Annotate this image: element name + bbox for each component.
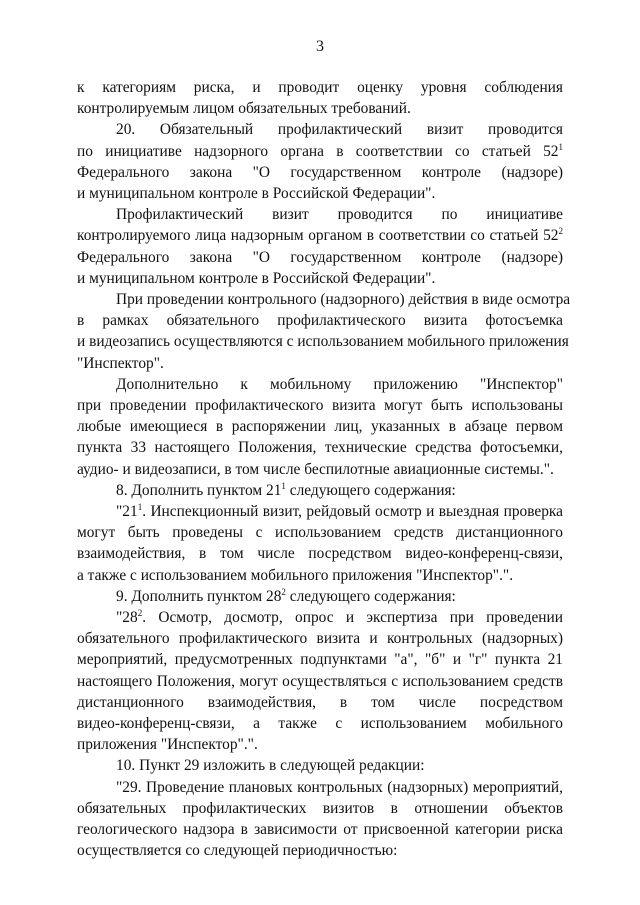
text-line (77, 438, 563, 458)
text-line-tail: следующего содержания: (285, 587, 456, 605)
text-line (116, 290, 571, 310)
text-line-main: в рамках обязательного профилактического визита фотосъемка (77, 312, 563, 330)
text-line-main: а также с использованием мобильного приложения "Инспектор".". (77, 566, 514, 584)
text-line (77, 629, 563, 649)
text-line-main: и муниципальном контроле в Российской Федерации". (77, 269, 436, 287)
text-line-main: 8. Дополнить пунктом 21 (116, 481, 282, 499)
text-line-main: и муниципальном контроле в Российской Федерации". (77, 185, 436, 202)
text-line-main: настоящего Положения, могут осуществляться с использованием средств (77, 672, 563, 690)
superscript-index: 2 (137, 608, 143, 618)
text-line (77, 99, 563, 119)
text-line (77, 693, 563, 713)
text-line-main: пункта 33 настоящего Положения, технические средства фотосъемки, (77, 439, 563, 457)
text-line (116, 502, 563, 522)
text-line (116, 608, 563, 628)
text-line (77, 184, 563, 204)
text-line (77, 269, 563, 289)
text-line-main: Профилактический визит проводится по инициативе (116, 206, 563, 224)
text-line-main: приложения "Инспектор".". (77, 736, 258, 754)
text-line-main: "29. Проведение плановых контрольных (надзорных) мероприятий, (116, 778, 563, 796)
text-line (116, 375, 563, 395)
text-line (77, 714, 563, 734)
text-line-main: 9. Дополнить пунктом 28 (116, 587, 282, 605)
text-line (77, 311, 563, 331)
text-line-main: Дополнительно к мобильному приложению "Инспектор" (116, 375, 563, 393)
superscript-index: 1 (281, 480, 286, 491)
text-line (116, 481, 563, 501)
text-line (77, 735, 563, 755)
text-line-main: "21 (116, 503, 138, 520)
text-line-main: "28 (116, 609, 138, 626)
text-line (77, 841, 563, 861)
text-line (116, 778, 563, 798)
text-line-tail: следующего содержания: (285, 481, 456, 499)
superscript-index: 2 (281, 586, 286, 597)
text-line-main: обязательного профилактического визита и контрольных (надзорных) (77, 630, 563, 648)
text-line-main: мероприятий, предусмотренных подпунктами "а", "б" и "г" пункта 21 (77, 651, 563, 669)
text-line (77, 417, 563, 437)
text-line (77, 544, 563, 564)
text-line-main: по инициативе надзорного органа в соответствии со статьей 52 (77, 142, 559, 160)
text-line-main: могут быть проведены с использованием средств дистанционного (77, 524, 563, 542)
text-line-main: При проведении контрольного (надзорного) действия в виде осмотра (116, 291, 571, 308)
text-line-main: при проведении профилактического визита могут быть использованы (77, 397, 563, 414)
text-line-main: 10. Пункт 29 изложить в следующей редакции: (116, 757, 425, 775)
text-line (116, 120, 563, 140)
text-line (77, 650, 563, 670)
text-line-main: "Инспектор". (77, 354, 164, 372)
text-line (116, 205, 563, 225)
text-line-main: Федерального закона "О государственном контроле (надзоре) (77, 248, 563, 266)
text-line (77, 248, 563, 268)
text-line (77, 163, 563, 183)
text-line (77, 460, 563, 480)
superscript-index: 1 (137, 502, 143, 512)
text-line (77, 566, 563, 586)
text-line-main: осуществляется со следующей периодичностью: (77, 842, 398, 860)
text-line (77, 523, 563, 543)
text-line (77, 672, 563, 692)
text-line (77, 226, 563, 246)
text-line (77, 354, 563, 374)
superscript-index: 1 (558, 141, 563, 152)
page-number: 3 (316, 38, 324, 55)
text-line-main: любые имеющиеся в распоряжении лиц, указанных в абзаце первом (77, 418, 563, 436)
text-line (77, 396, 563, 416)
text-line (77, 142, 563, 162)
text-line-tail: . Осмотр, досмотр, опрос и экспертиза при проведении (142, 609, 563, 626)
text-line-tail: . Инспекционный визит, рейдовый осмотр и выездная проверка (142, 503, 563, 520)
text-line-main: 20. Обязательный профилактический визит проводится (116, 121, 563, 139)
text-line-main: дистанционного взаимодействия, в том числе посредством (77, 693, 563, 711)
text-line-main: Федерального закона "О государственном контроле (надзоре) (77, 163, 563, 181)
text-line-main: и видеозапись осуществляются с использованием мобильного приложения (77, 333, 569, 351)
text-line-main: контролируемого лица надзорным органом в соответствии со статьей 52 (77, 227, 559, 245)
text-line (116, 587, 563, 607)
text-line-main: геологического надзора в зависимости от присвоенной категории риска (77, 821, 563, 838)
text-line (77, 820, 563, 840)
text-line-main: аудио- и видеозаписи, в том числе беспилотные авиационные системы.". (77, 460, 554, 478)
text-line (116, 756, 563, 776)
text-line-main: обязательных профилактических визитов в отношении объектов (77, 799, 563, 817)
text-line (77, 332, 569, 352)
text-line-main: контролируемым лицом обязательных требований. (77, 100, 411, 118)
text-line-main: взаимодействия, в том числе посредством видео-конференц-связи, (77, 545, 563, 563)
text-line-main: к категориям риска, и проводит оценку уровня соблюдения (77, 79, 563, 96)
superscript-index: 2 (558, 226, 563, 237)
text-line (77, 799, 563, 819)
text-line-main: видео-конференц-связи, а также с использованием мобильного (77, 715, 563, 732)
text-line (77, 78, 563, 98)
